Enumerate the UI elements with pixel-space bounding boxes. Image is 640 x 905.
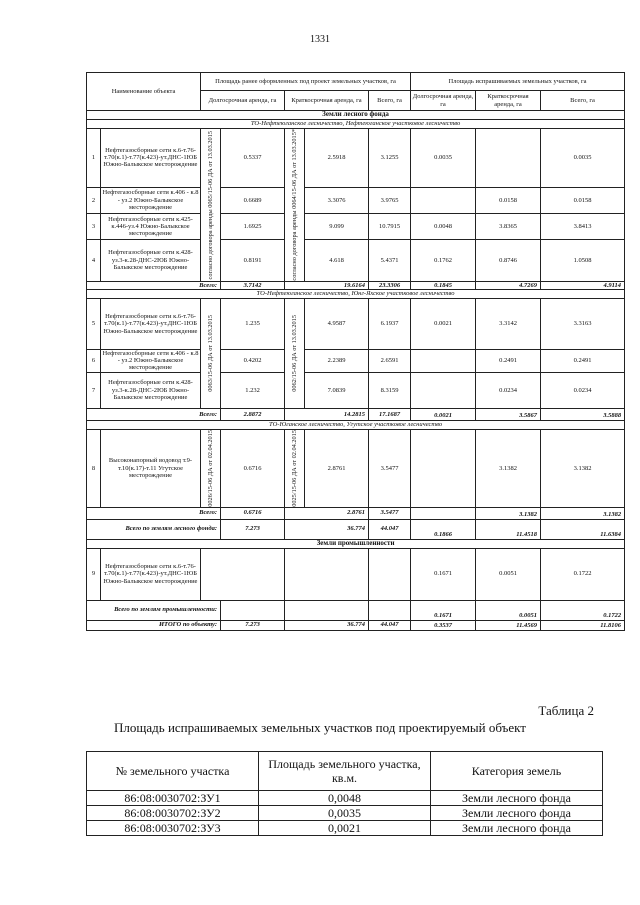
total-prev-total: 23.3306 — [369, 281, 411, 289]
req-short: 0.0158 — [476, 187, 541, 213]
total-req-short: 11.4569 — [476, 620, 541, 630]
object-name: Нефтегазосборные сети к.406 - к.8 - уз.2 Южно-Балыкское месторождение — [101, 349, 201, 372]
object-name: Нефтегазосборные сети к.428-уз.3-к.28-ДНС-2ЮБ Южно-Балыкское месторождение — [101, 240, 201, 281]
prev-short — [285, 548, 369, 600]
req-short: 0.0051 — [476, 548, 541, 600]
row-number: 4 — [87, 240, 101, 281]
object-name: Высоконапорный водовод т.9-т.10(к.17)-т.11 Угутское месторождение — [101, 429, 201, 507]
prev-long: 0.4202 — [221, 349, 285, 372]
total-prev-long: 7.273 — [221, 620, 285, 630]
row-number: 6 — [87, 349, 101, 372]
total-req-short: 3.1382 — [476, 507, 541, 519]
table2-header-cell: Категория земель — [431, 752, 603, 791]
object-name: Нефтегазосборные сети к.6-т.76-т.70(к.1)-т.77(к.423)-ут.ДНС-1ЮБ Южно-Балыкское месторождение — [101, 548, 201, 600]
total-row — [87, 519, 625, 539]
row-number: 8 — [87, 429, 101, 507]
contract-label: 0025/15-06 ДА от 02.04.2015 — [291, 429, 299, 507]
table-row — [87, 187, 625, 213]
header-total: Всего, га — [541, 91, 625, 111]
subsection-row — [87, 289, 625, 298]
table-row — [87, 129, 625, 188]
req-total: 3.8413 — [541, 213, 625, 239]
prev-short: 2.8761 — [305, 429, 369, 507]
prev-short: 4.9587 — [305, 298, 369, 349]
total-prev-short: 2.8761 — [285, 507, 369, 519]
prev-short: 2.2389 — [305, 349, 369, 372]
row-number: 3 — [87, 213, 101, 239]
req-short: 3.3142 — [476, 298, 541, 349]
land-area-table — [86, 72, 625, 631]
table2-cell: 86:08:0030702:ЗУ3 — [87, 821, 259, 836]
object-name: Нефтегазосборные сети к.6-т.76-т.70(к.1)-т.77(к.423)-ут.ДНС-1ЮБ Южно-Балыкское месторождение — [101, 298, 201, 349]
total-label: Всего по землям промышленности: — [87, 600, 221, 620]
total-req-long: 0.1845 — [411, 281, 476, 289]
subsection-3: ТО-Юганское лесничество, Угутское участковое лесничество — [87, 420, 625, 429]
total-label: ИТОГО по объекту: — [87, 620, 221, 630]
contract-long — [201, 129, 221, 282]
row-number: 2 — [87, 187, 101, 213]
prev-total: 6.1937 — [369, 298, 411, 349]
prev-total: 2.6591 — [369, 349, 411, 372]
prev-long: 1.232 — [221, 372, 285, 408]
section-forest: Земли лесного фонда — [87, 111, 625, 120]
req-short: 0.8746 — [476, 240, 541, 281]
header-long: Долгосрочная аренда, га — [201, 91, 285, 111]
prev-short: 9.099 — [305, 213, 369, 239]
table-row — [87, 213, 625, 239]
total-row — [87, 281, 625, 289]
row-number: 1 — [87, 129, 101, 188]
prev-total: 3.5477 — [369, 429, 411, 507]
prev-short: 3.3076 — [305, 187, 369, 213]
total-req-long: 0.0021 — [411, 408, 476, 420]
table2-cell: Земли лесного фонда — [431, 821, 603, 836]
req-long — [411, 429, 476, 507]
contract-label: согласно договора аренды 0065/15-06 ДА от 13.03.2015 — [207, 130, 215, 279]
table2-cell: 0,0048 — [259, 791, 431, 806]
table2-cell: Земли лесного фонда — [431, 791, 603, 806]
total-row — [87, 408, 625, 420]
table2-header — [87, 752, 603, 791]
table2-row — [87, 791, 603, 806]
total-prev-total: 3.5477 — [369, 507, 411, 519]
contract-long — [201, 298, 221, 408]
table-row — [87, 298, 625, 349]
subsection-row — [87, 420, 625, 429]
prev-total: 10.7915 — [369, 213, 411, 239]
table-row — [87, 548, 625, 600]
req-short: 0.0234 — [476, 372, 541, 408]
contract-short — [285, 429, 305, 507]
total-prev-short — [285, 600, 369, 620]
req-total: 1.0508 — [541, 240, 625, 281]
total-req-long: 0.1866 — [411, 519, 476, 539]
total-req-total: 11.8106 — [541, 620, 625, 630]
header-total: Всего, га — [369, 91, 411, 111]
total-prev-short: 36.774 — [285, 620, 369, 630]
total-prev-total: 17.1687 — [369, 408, 411, 420]
page-number: 1331 — [310, 34, 330, 45]
total-row — [87, 620, 625, 630]
prev-total: 8.3159 — [369, 372, 411, 408]
section-row — [87, 539, 625, 548]
prev-short: 4.618 — [305, 240, 369, 281]
table2-cell: Земли лесного фонда — [431, 806, 603, 821]
total-req-short: 4.7269 — [476, 281, 541, 289]
header-short: Краткосрочная аренда, га — [476, 91, 541, 111]
req-long: 0.1671 — [411, 548, 476, 600]
contract-label: согласно договора аренды 0064/15-06 ДА от 13.03.2015* — [291, 129, 299, 281]
total-req-total: 11.6384 — [541, 519, 625, 539]
req-long: 0.0048 — [411, 213, 476, 239]
total-req-long: 0.1671 — [411, 600, 476, 620]
req-total: 3.1382 — [541, 429, 625, 507]
table-row — [87, 240, 625, 281]
prev-total: 3.9765 — [369, 187, 411, 213]
total-prev-long — [221, 600, 285, 620]
contract-short — [285, 298, 305, 408]
req-total: 3.3163 — [541, 298, 625, 349]
header-short: Краткосрочная аренда, га — [285, 91, 369, 111]
table2-header-cell: Площадь земельного участка, кв.м. — [259, 752, 431, 791]
total-row — [87, 600, 625, 620]
contract-label: 0063/15-06 ДА от 13.03.2015 — [207, 314, 215, 392]
header-object-name: Наименование объекта — [87, 73, 201, 111]
total-prev-total — [369, 600, 411, 620]
table-row — [87, 349, 625, 372]
prev-long: 0.6716 — [221, 429, 285, 507]
prev-short: 7.0839 — [305, 372, 369, 408]
table-row — [87, 429, 625, 507]
total-row — [87, 507, 625, 519]
total-prev-total: 44.047 — [369, 519, 411, 539]
req-short — [476, 129, 541, 188]
total-prev-short: 14.2815 — [285, 408, 369, 420]
table2-row — [87, 821, 603, 836]
table2-cell: 86:08:0030702:ЗУ1 — [87, 791, 259, 806]
total-label: Всего: — [87, 408, 221, 420]
total-prev-short: 19.6164 — [285, 281, 369, 289]
contract-label: 0062/15-06 ДА от 13.03.2015 — [291, 314, 299, 392]
total-req-short: 3.5867 — [476, 408, 541, 420]
table2-cell: 0,0035 — [259, 806, 431, 821]
total-prev-total: 44.047 — [369, 620, 411, 630]
header-prev-group: Площадь ранее оформленных под проект земельных участков, га — [201, 73, 411, 91]
object-name: Нефтегазосборные сети к.406 - к.8 - уз.2 Южно-Балыкское месторождение — [101, 187, 201, 213]
total-label: Всего по землям лесного фонда: — [87, 519, 221, 539]
prev-total: 5.4371 — [369, 240, 411, 281]
req-long: 0.0021 — [411, 298, 476, 349]
total-req-total: 3.5888 — [541, 408, 625, 420]
prev-long — [201, 548, 285, 600]
table2-cell: 0,0021 — [259, 821, 431, 836]
total-prev-long: 7.273 — [221, 519, 285, 539]
contract-long — [201, 429, 221, 507]
section-industry: Земли промышленности — [87, 539, 625, 548]
total-req-short: 0.0051 — [476, 600, 541, 620]
row-number: 5 — [87, 298, 101, 349]
req-short: 3.1382 — [476, 429, 541, 507]
header-long: Долгосрочная аренда, га — [411, 91, 476, 111]
total-req-long: 0.3537 — [411, 620, 476, 630]
prev-long: 0.8191 — [221, 240, 285, 281]
table2-caption: Таблица 2 — [538, 703, 594, 718]
header-req-group: Площадь испрашиваемых земельных участков, га — [411, 73, 625, 91]
prev-total: 3.1255 — [369, 129, 411, 188]
req-total: 0.0158 — [541, 187, 625, 213]
row-number: 7 — [87, 372, 101, 408]
total-req-short: 11.4518 — [476, 519, 541, 539]
land-plots-table — [86, 751, 603, 836]
req-total: 0.0035 — [541, 129, 625, 188]
total-req-total: 3.1382 — [541, 507, 625, 519]
subsection-2: ТО-Нефтеюганское лесничество, Юнг-Яхское участковое лесничество — [87, 289, 625, 298]
object-name: Нефтегазосборные сети к.428-уз.3-к.28-ДНС-2ЮБ Южно-Балыкское месторождение — [101, 372, 201, 408]
object-name: Нефтегазосборные сети к.425-к.446-уз.4 Южно-Балыкское месторождение — [101, 213, 201, 239]
contract-label: 0026/15-06 ДА от 02.04.2015 — [207, 429, 215, 507]
contract-short — [285, 129, 305, 282]
prev-total — [369, 548, 411, 600]
row-number: 9 — [87, 548, 101, 600]
req-long: 0.1762 — [411, 240, 476, 281]
table2-row — [87, 806, 603, 821]
object-name: Нефтегазосборные сети к.6-т.76-т.70(к.1)-т.77(к.423)-ут.ДНС-1ЮБ Южно-Балыкское месторождение — [101, 129, 201, 188]
table2-cell: 86:08:0030702:ЗУ2 — [87, 806, 259, 821]
prev-long: 1.235 — [221, 298, 285, 349]
total-req-total: 4.9114 — [541, 281, 625, 289]
total-label: Всего: — [87, 507, 221, 519]
total-prev-long: 0.6716 — [221, 507, 285, 519]
req-total: 0.0234 — [541, 372, 625, 408]
total-prev-long: 3.7142 — [221, 281, 285, 289]
subsection-row — [87, 120, 625, 129]
req-short: 0.2491 — [476, 349, 541, 372]
table2-title: Площадь испрашиваемых земельных участков под проектируемый объект — [114, 720, 526, 735]
prev-long: 0.5337 — [221, 129, 285, 188]
total-req-total: 0.1722 — [541, 600, 625, 620]
req-long: 0.0035 — [411, 129, 476, 188]
req-total: 0.1722 — [541, 548, 625, 600]
req-long — [411, 187, 476, 213]
req-long — [411, 349, 476, 372]
req-long — [411, 372, 476, 408]
subsection-1: ТО-Нефтеюганское лесничество, Нефтеюганское участковое лесничество — [87, 120, 625, 129]
table2-header-cell: № земельного участка — [87, 752, 259, 791]
total-label: Всего: — [87, 281, 221, 289]
prev-long: 0.6689 — [221, 187, 285, 213]
table-row — [87, 372, 625, 408]
total-prev-long: 2.8872 — [221, 408, 285, 420]
prev-short: 2.5918 — [305, 129, 369, 188]
total-prev-short: 36.774 — [285, 519, 369, 539]
total-req-long — [411, 507, 476, 519]
header-row — [87, 73, 625, 91]
section-row — [87, 111, 625, 120]
req-total: 0.2491 — [541, 349, 625, 372]
prev-long: 1.6925 — [221, 213, 285, 239]
req-short: 3.8365 — [476, 213, 541, 239]
